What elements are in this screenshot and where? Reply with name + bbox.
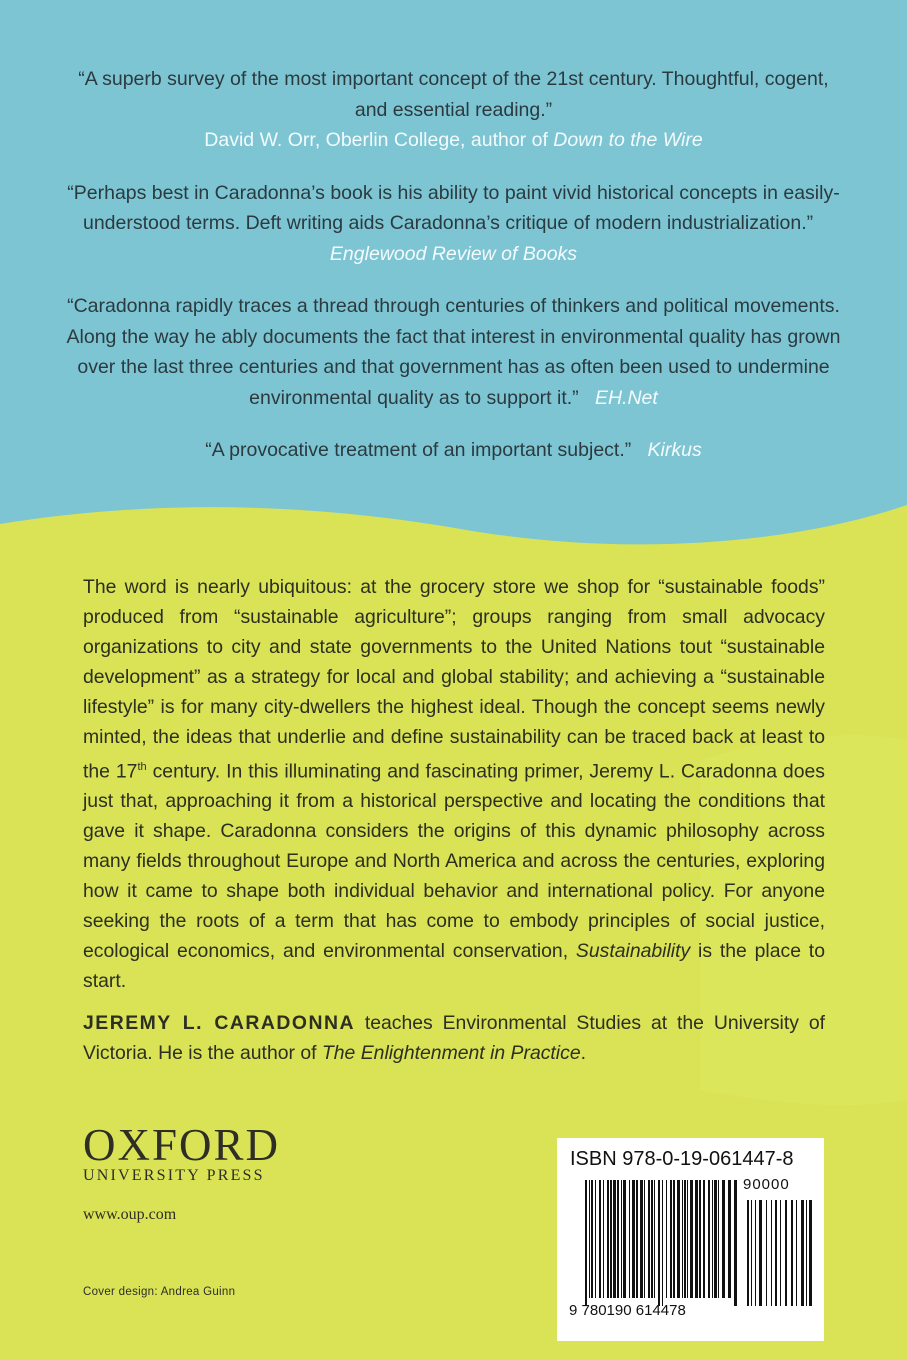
ordinal-suffix: th xyxy=(137,761,147,773)
barcode-bar xyxy=(595,1180,596,1298)
quote-kirkus xyxy=(60,435,847,466)
author-bio-text: teaches Environmental Studies at the University of Victoria. He is the author of xyxy=(83,1012,825,1065)
addon-bar xyxy=(796,1200,797,1306)
publisher-url: www.oup.com xyxy=(83,1206,177,1223)
barcode-bar xyxy=(682,1180,683,1298)
barcode-bar xyxy=(599,1180,601,1298)
author-book-title: The Enlightenment in Practice xyxy=(321,1042,581,1065)
isbn-box xyxy=(557,1138,824,1341)
barcode-bar xyxy=(690,1180,693,1298)
quote-text: “A provocative treatment of an important subject.” xyxy=(205,439,632,461)
quote-source: Kirkus xyxy=(647,439,702,461)
barcode-bar xyxy=(648,1180,650,1298)
author-name: JEREMY L. CARADONNA xyxy=(83,1012,355,1035)
quote-source: Englewood Review of Books xyxy=(329,242,578,265)
barcode-bar xyxy=(654,1180,655,1298)
barcode-bar xyxy=(662,1180,663,1306)
quote-attribution: David W. Orr, Oberlin College, author of xyxy=(204,129,548,151)
review-quotes xyxy=(60,64,847,488)
barcode-bar xyxy=(629,1180,630,1298)
barcode-bar xyxy=(718,1180,719,1298)
barcode-bar xyxy=(708,1180,710,1298)
addon-bar xyxy=(785,1200,787,1306)
addon-bar xyxy=(751,1200,752,1306)
barcode-bar xyxy=(623,1180,626,1298)
addon-bar xyxy=(759,1200,762,1306)
publisher-subname: UNIVERSITY PRESS xyxy=(83,1167,265,1184)
isbn-addon: 90000 xyxy=(743,1176,790,1193)
barcode-bar xyxy=(699,1180,701,1298)
barcode-bar xyxy=(677,1180,680,1298)
addon-bar xyxy=(780,1200,781,1306)
barcode-bar xyxy=(610,1180,612,1298)
addon-bar xyxy=(747,1200,749,1306)
barcode-bar xyxy=(687,1180,688,1298)
author-bio xyxy=(83,1008,825,1068)
addon-bar xyxy=(791,1200,793,1306)
quote-work: Down to the Wire xyxy=(553,129,703,151)
barcode-bar xyxy=(712,1180,713,1298)
barcode-bar xyxy=(734,1180,737,1306)
barcode-bar xyxy=(658,1180,660,1306)
barcode-bar xyxy=(684,1180,686,1298)
isbn-label: ISBN 978-0-19-061447-8 xyxy=(570,1148,794,1170)
quote-ehnet xyxy=(60,291,847,413)
quote-text: “A superb survey of the most important concept of the 21st century. Thoughtful, cogent, and essential reading.” xyxy=(78,68,829,121)
barcode-digits: 9 780190 614478 xyxy=(569,1302,686,1319)
barcode-bar xyxy=(666,1180,667,1298)
barcode-bar xyxy=(728,1180,731,1298)
barcode-bar xyxy=(722,1180,725,1298)
barcode-bar xyxy=(714,1180,717,1298)
barcode-bar xyxy=(695,1180,698,1298)
addon-bar xyxy=(806,1200,807,1306)
book-description xyxy=(83,572,825,1068)
author-bio-end: . xyxy=(580,1042,586,1065)
barcode xyxy=(585,1180,813,1306)
barcode-bar xyxy=(670,1180,672,1298)
barcode-bar xyxy=(632,1180,635,1298)
barcode-bar xyxy=(613,1180,616,1298)
barcode-bar xyxy=(603,1180,604,1298)
quote-orr xyxy=(60,64,847,156)
quote-text: “Perhaps best in Caradonna’s book is his ability to paint vivid historical concepts in easily-understood terms. Deft writing aids Caradonna’s critique of modern industrialization.” xyxy=(67,181,840,234)
book-title-italic: Sustainability xyxy=(575,940,691,963)
addon-bar xyxy=(809,1200,812,1306)
barcode-bar xyxy=(589,1180,590,1298)
quote-text: “Caradonna rapidly traces a thread through centuries of thinkers and political movements. Along the way he ably documents the fact that interest in environmental quality has grown over the last three centuries and that government has as often been used to undermine environmental quality as to support it.” xyxy=(66,295,841,409)
publisher-logo xyxy=(83,1122,280,1185)
barcode-bar xyxy=(585,1180,587,1306)
barcode-bar xyxy=(636,1180,638,1298)
description-text-3: is the place to start. xyxy=(83,940,825,993)
addon-bar xyxy=(755,1200,756,1306)
barcode-bar xyxy=(673,1180,675,1298)
description-text-2: century. In this illuminating and fascinating primer, Jeremy L. Caradonna does just that, approaching it from a historical perspective and locating the conditions that gave it shape. Caradonna considers the origins of this dynamic philosophy across many fields throughout Europe and North America and across the centuries, exploring how it came to shape both individual behavior and international policy. For anyone seeking the roots of a term that has come to embody principles of social justice, ecological economics, and environmental conservation, xyxy=(83,760,825,963)
addon-bar xyxy=(766,1200,767,1306)
barcode-bar xyxy=(607,1180,609,1298)
barcode-bar xyxy=(703,1180,705,1298)
addon-bar xyxy=(801,1200,804,1306)
barcode-bar xyxy=(591,1180,593,1298)
description-paragraph xyxy=(83,572,825,996)
cover-credit: Cover design: Andrea Guinn xyxy=(83,1286,236,1298)
addon-bar xyxy=(771,1200,772,1306)
quote-source: EH.Net xyxy=(594,386,658,409)
description-text-1: The word is nearly ubiquitous: at the grocery store we shop for “sustainable foods” produced from “sustainable agriculture”; groups ranging from small advocacy organizations to city and state governments to the United Nations tout “sustainable development” as a strategy for local and global stability; and achieving a “sustainable lifestyle” is for many city-dwellers the highest ideal. Though the concept seems newly minted, the ideas that underlie and define sustainability can be traced back at least to the 17 xyxy=(83,576,825,783)
barcode-bar xyxy=(640,1180,643,1298)
addon-bar xyxy=(775,1200,777,1306)
barcode-bar xyxy=(617,1180,619,1298)
barcode-bar xyxy=(651,1180,653,1298)
barcode-bar xyxy=(621,1180,622,1298)
publisher-name: OXFORD xyxy=(83,1120,281,1170)
barcode-bar xyxy=(644,1180,645,1298)
quote-englewood xyxy=(60,178,847,270)
